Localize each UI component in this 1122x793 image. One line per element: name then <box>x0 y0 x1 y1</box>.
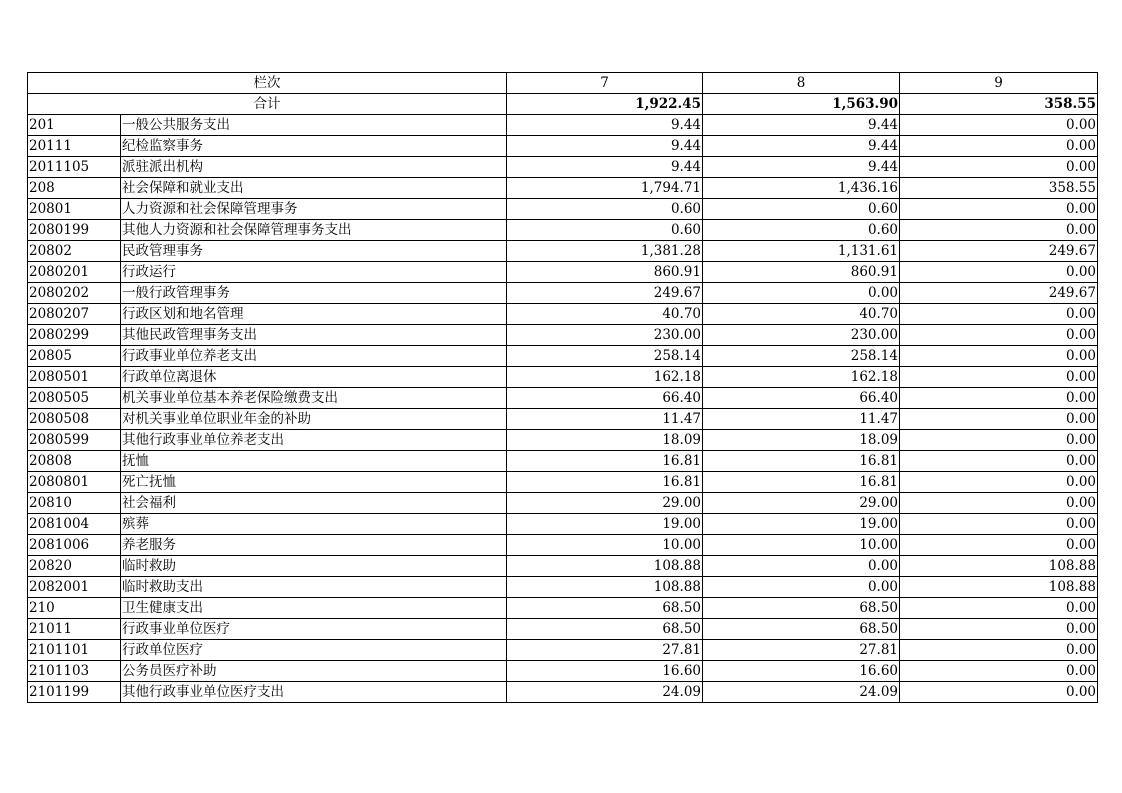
value-8-cell: 9.44 <box>703 115 900 136</box>
value-8-cell: 10.00 <box>703 535 900 556</box>
value-8-cell: 0.60 <box>703 220 900 241</box>
total-value-8: 1,563.90 <box>703 94 900 115</box>
table-row <box>28 178 1098 199</box>
account-name-cell: 殡葬 <box>121 514 507 535</box>
account-code-cell: 2080508 <box>28 409 121 430</box>
value-8-cell: 1,436.16 <box>703 178 900 199</box>
table-row <box>28 367 1098 388</box>
value-7-cell: 860.91 <box>507 262 703 283</box>
account-code-cell: 2081004 <box>28 514 121 535</box>
value-9-cell: 249.67 <box>900 283 1098 304</box>
account-name-cell: 社会福利 <box>121 493 507 514</box>
value-8-cell: 230.00 <box>703 325 900 346</box>
table-row <box>28 157 1098 178</box>
account-code-cell: 210 <box>28 598 121 619</box>
value-7-cell: 249.67 <box>507 283 703 304</box>
value-9-cell: 0.00 <box>900 346 1098 367</box>
table-row <box>28 640 1098 661</box>
table-row <box>28 136 1098 157</box>
value-7-cell: 10.00 <box>507 535 703 556</box>
value-9-cell: 0.00 <box>900 682 1098 703</box>
account-code-cell: 2080299 <box>28 325 121 346</box>
column-index-label: 栏次 <box>28 73 507 94</box>
value-9-cell: 0.00 <box>900 640 1098 661</box>
value-8-cell: 860.91 <box>703 262 900 283</box>
account-name-cell: 行政单位离退休 <box>121 367 507 388</box>
value-7-cell: 16.60 <box>507 661 703 682</box>
account-name-cell: 抚恤 <box>121 451 507 472</box>
value-7-cell: 29.00 <box>507 493 703 514</box>
table-row <box>28 283 1098 304</box>
value-9-cell: 0.00 <box>900 514 1098 535</box>
account-name-cell: 行政事业单位医疗 <box>121 619 507 640</box>
value-9-cell: 0.00 <box>900 430 1098 451</box>
value-9-cell: 0.00 <box>900 661 1098 682</box>
value-8-cell: 162.18 <box>703 367 900 388</box>
account-name-cell: 临时救助 <box>121 556 507 577</box>
account-name-cell: 行政区划和地名管理 <box>121 304 507 325</box>
account-code-cell: 2080201 <box>28 262 121 283</box>
value-7-cell: 9.44 <box>507 136 703 157</box>
account-code-cell: 2080801 <box>28 472 121 493</box>
value-8-cell: 1,131.61 <box>703 241 900 262</box>
account-code-cell: 208 <box>28 178 121 199</box>
value-9-cell: 0.00 <box>900 472 1098 493</box>
value-8-cell: 11.47 <box>703 409 900 430</box>
value-8-cell: 0.00 <box>703 556 900 577</box>
total-label: 合计 <box>28 94 507 115</box>
value-8-cell: 0.60 <box>703 199 900 220</box>
table-row <box>28 325 1098 346</box>
value-7-cell: 162.18 <box>507 367 703 388</box>
table-row <box>28 514 1098 535</box>
table-row <box>28 115 1098 136</box>
account-name-cell: 行政事业单位养老支出 <box>121 346 507 367</box>
account-name-cell: 死亡抚恤 <box>121 472 507 493</box>
table-row <box>28 451 1098 472</box>
account-code-cell: 2080207 <box>28 304 121 325</box>
value-8-cell: 258.14 <box>703 346 900 367</box>
value-7-cell: 16.81 <box>507 451 703 472</box>
table-row <box>28 388 1098 409</box>
account-code-cell: 2080501 <box>28 367 121 388</box>
table-row <box>28 577 1098 598</box>
expenditure-table <box>27 72 1098 703</box>
value-9-cell: 0.00 <box>900 598 1098 619</box>
account-name-cell: 行政单位医疗 <box>121 640 507 661</box>
account-name-cell: 一般行政管理事务 <box>121 283 507 304</box>
value-7-cell: 11.47 <box>507 409 703 430</box>
value-7-cell: 18.09 <box>507 430 703 451</box>
account-code-cell: 20808 <box>28 451 121 472</box>
account-name-cell: 一般公共服务支出 <box>121 115 507 136</box>
table-row <box>28 493 1098 514</box>
value-8-cell: 16.60 <box>703 661 900 682</box>
value-7-cell: 27.81 <box>507 640 703 661</box>
value-9-cell: 0.00 <box>900 388 1098 409</box>
account-code-cell: 2101199 <box>28 682 121 703</box>
account-name-cell: 卫生健康支出 <box>121 598 507 619</box>
table-row <box>28 241 1098 262</box>
value-7-cell: 16.81 <box>507 472 703 493</box>
total-value-9: 358.55 <box>900 94 1098 115</box>
value-7-cell: 19.00 <box>507 514 703 535</box>
account-name-cell: 公务员医疗补助 <box>121 661 507 682</box>
value-9-cell: 0.00 <box>900 325 1098 346</box>
value-7-cell: 108.88 <box>507 577 703 598</box>
table-row <box>28 472 1098 493</box>
table-row <box>28 199 1098 220</box>
account-code-cell: 20820 <box>28 556 121 577</box>
table-row <box>28 304 1098 325</box>
account-code-cell: 2080199 <box>28 220 121 241</box>
value-8-cell: 24.09 <box>703 682 900 703</box>
table-row <box>28 598 1098 619</box>
value-8-cell: 66.40 <box>703 388 900 409</box>
value-9-cell: 0.00 <box>900 157 1098 178</box>
value-7-cell: 9.44 <box>507 157 703 178</box>
value-9-cell: 0.00 <box>900 493 1098 514</box>
account-code-cell: 2080505 <box>28 388 121 409</box>
value-9-cell: 0.00 <box>900 451 1098 472</box>
table-row <box>28 346 1098 367</box>
value-9-cell: 0.00 <box>900 619 1098 640</box>
value-8-cell: 27.81 <box>703 640 900 661</box>
value-8-cell: 68.50 <box>703 619 900 640</box>
value-7-cell: 68.50 <box>507 598 703 619</box>
account-name-cell: 机关事业单位基本养老保险缴费支出 <box>121 388 507 409</box>
account-name-cell: 派驻派出机构 <box>121 157 507 178</box>
value-8-cell: 16.81 <box>703 451 900 472</box>
value-9-cell: 0.00 <box>900 136 1098 157</box>
value-9-cell: 0.00 <box>900 367 1098 388</box>
value-8-cell: 16.81 <box>703 472 900 493</box>
account-name-cell: 纪检监察事务 <box>121 136 507 157</box>
table-row <box>28 661 1098 682</box>
value-9-cell: 0.00 <box>900 304 1098 325</box>
account-name-cell: 养老服务 <box>121 535 507 556</box>
table-row <box>28 262 1098 283</box>
account-name-cell: 临时救助支出 <box>121 577 507 598</box>
table-row <box>28 430 1098 451</box>
account-name-cell: 民政管理事务 <box>121 241 507 262</box>
account-code-cell: 20805 <box>28 346 121 367</box>
value-7-cell: 1,794.71 <box>507 178 703 199</box>
table-row <box>28 535 1098 556</box>
value-7-cell: 24.09 <box>507 682 703 703</box>
value-7-cell: 230.00 <box>507 325 703 346</box>
table-row <box>28 220 1098 241</box>
value-9-cell: 358.55 <box>900 178 1098 199</box>
expenditure-table-sheet <box>27 72 1097 703</box>
value-9-cell: 108.88 <box>900 556 1098 577</box>
account-code-cell: 20802 <box>28 241 121 262</box>
value-7-cell: 258.14 <box>507 346 703 367</box>
value-7-cell: 68.50 <box>507 619 703 640</box>
value-7-cell: 108.88 <box>507 556 703 577</box>
account-name-cell: 人力资源和社会保障管理事务 <box>121 199 507 220</box>
column-index-9: 9 <box>900 73 1098 94</box>
account-code-cell: 21011 <box>28 619 121 640</box>
value-9-cell: 108.88 <box>900 577 1098 598</box>
value-9-cell: 0.00 <box>900 535 1098 556</box>
value-9-cell: 0.00 <box>900 199 1098 220</box>
account-code-cell: 201 <box>28 115 121 136</box>
value-9-cell: 0.00 <box>900 220 1098 241</box>
account-code-cell: 20810 <box>28 493 121 514</box>
value-9-cell: 0.00 <box>900 262 1098 283</box>
account-code-cell: 2080599 <box>28 430 121 451</box>
column-index-7: 7 <box>507 73 703 94</box>
value-7-cell: 1,381.28 <box>507 241 703 262</box>
account-code-cell: 2101101 <box>28 640 121 661</box>
value-7-cell: 0.60 <box>507 220 703 241</box>
value-8-cell: 18.09 <box>703 430 900 451</box>
account-code-cell: 20111 <box>28 136 121 157</box>
account-code-cell: 2081006 <box>28 535 121 556</box>
value-7-cell: 9.44 <box>507 115 703 136</box>
value-8-cell: 9.44 <box>703 157 900 178</box>
table-row <box>28 682 1098 703</box>
value-7-cell: 0.60 <box>507 199 703 220</box>
value-8-cell: 0.00 <box>703 283 900 304</box>
value-8-cell: 40.70 <box>703 304 900 325</box>
table-row <box>28 619 1098 640</box>
account-name-cell: 其他人力资源和社会保障管理事务支出 <box>121 220 507 241</box>
column-index-row <box>28 73 1098 94</box>
account-name-cell: 其他行政事业单位医疗支出 <box>121 682 507 703</box>
account-name-cell: 其他民政管理事务支出 <box>121 325 507 346</box>
account-code-cell: 2101103 <box>28 661 121 682</box>
table-row <box>28 556 1098 577</box>
account-name-cell: 其他行政事业单位养老支出 <box>121 430 507 451</box>
table-body <box>28 73 1098 703</box>
account-code-cell: 20801 <box>28 199 121 220</box>
value-8-cell: 19.00 <box>703 514 900 535</box>
value-7-cell: 66.40 <box>507 388 703 409</box>
value-8-cell: 68.50 <box>703 598 900 619</box>
total-value-7: 1,922.45 <box>507 94 703 115</box>
table-row <box>28 409 1098 430</box>
account-name-cell: 对机关事业单位职业年金的补助 <box>121 409 507 430</box>
account-name-cell: 行政运行 <box>121 262 507 283</box>
account-name-cell: 社会保障和就业支出 <box>121 178 507 199</box>
value-8-cell: 29.00 <box>703 493 900 514</box>
account-code-cell: 2011105 <box>28 157 121 178</box>
column-index-8: 8 <box>703 73 900 94</box>
account-code-cell: 2082001 <box>28 577 121 598</box>
value-8-cell: 9.44 <box>703 136 900 157</box>
value-8-cell: 0.00 <box>703 577 900 598</box>
value-7-cell: 40.70 <box>507 304 703 325</box>
value-9-cell: 249.67 <box>900 241 1098 262</box>
value-9-cell: 0.00 <box>900 115 1098 136</box>
total-row <box>28 94 1098 115</box>
account-code-cell: 2080202 <box>28 283 121 304</box>
value-9-cell: 0.00 <box>900 409 1098 430</box>
